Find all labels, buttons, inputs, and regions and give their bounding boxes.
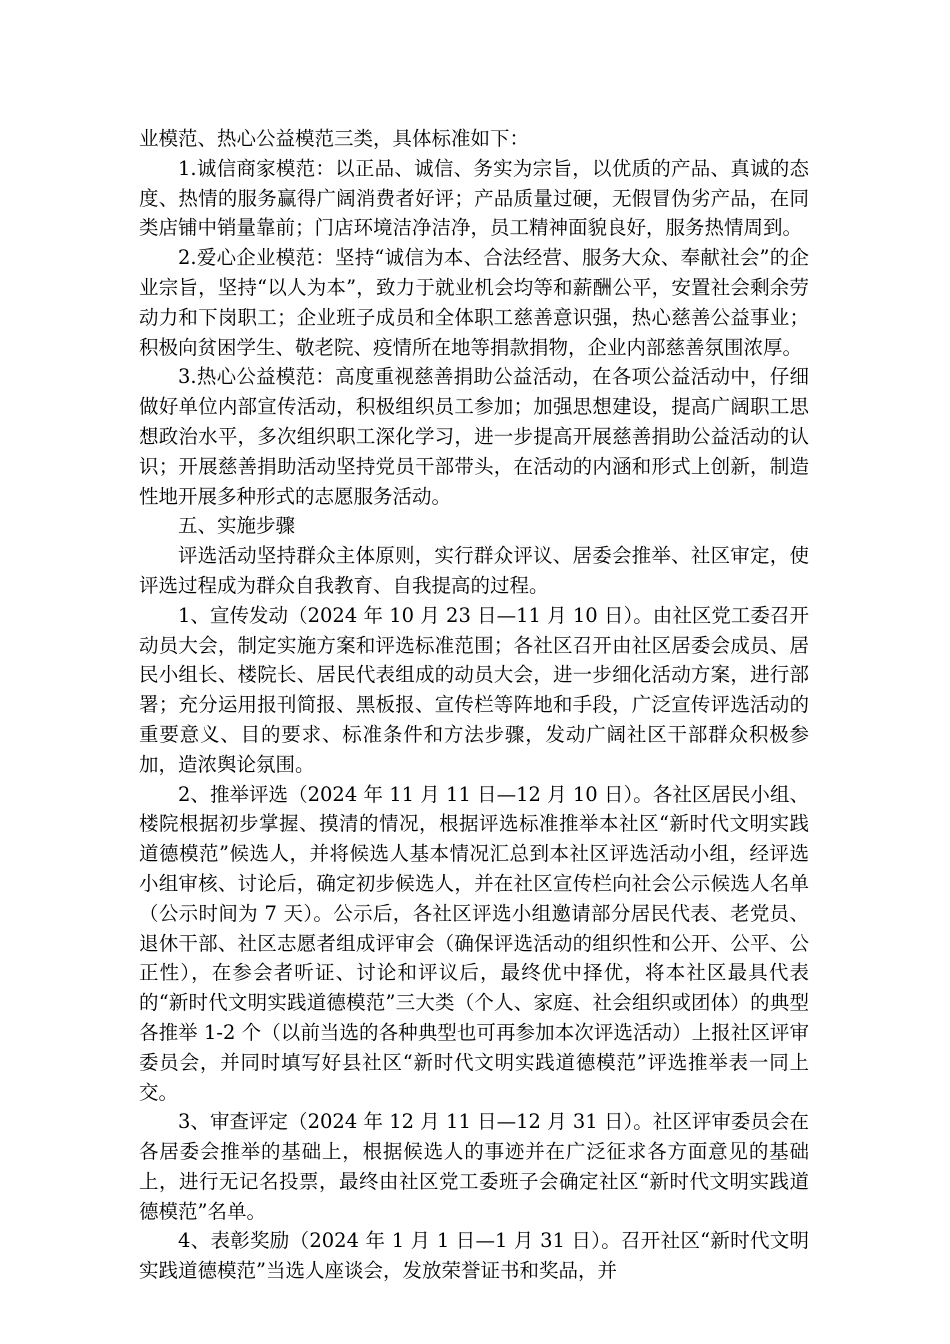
step-commendation: 4、表彰奖励（2024 年 1 月 1 日—1 月 31 日）。召开社区“新时代文明实践道德模范”当选人座谈会，发放荣誉证书和奖品，并 xyxy=(139,1229,809,1283)
criteria-public-welfare: 3.热心公益模范：高度重视慈善捐助公益活动，在各项公益活动中，仔细做好单位内部宣传活动，积极组织员工参加；加强思想建设，提高广阔职工思想政治水平，多次组织职工深化学习，进一步提高开展慈善捐助公益活动的认识；开展慈善捐助活动坚持党员干部带头，在活动的内涵和形式上创新，制造性地开展多种形式的志愿服务活动。 xyxy=(139,365,809,508)
document-body xyxy=(139,124,809,1286)
principle-paragraph: 评选活动坚持群众主体原则，实行群众评议、居委会推举、社区审定，使评选过程成为群众自我教育、自我提高的过程。 xyxy=(139,544,809,597)
intro-paragraph: 业模范、热心公益模范三类，具体标准如下： xyxy=(139,127,530,150)
criteria-caring-enterprise: 2.爱心企业模范：坚持“诚信为本、合法经营、服务大众、奉献社会”的企业宗旨，坚持“以人为本”，致力于就业机会均等和薪酬公平，安置社会剩余劳动力和下岗职工；企业班子成员和全体职工慈善意识强，热心慈善公益事业；积极向贫困学生、敬老院、疫情所在地等捐款捐物，企业内部慈善氛围浓厚。 xyxy=(139,246,809,359)
step-nomination: 2、推举评选（2024 年 11 月 11 日—12 月 10 日）。各社区居民小组、楼院根据初步掌握、摸清的情况，根据评选标准推举本社区“新时代文明实践道德模范”候选人，并将候选人基本情况汇总到本社区评选活动小组，经评选小组审核、讨论后，确定初步候选人，并在社区宣传栏向社会公示候选人名单（公示时间为 7 天）。公示后，各社区评选小组邀请部分居民代表、老党员、退休干部、社区志愿者组成评审会（确保评选活动的组织性和公开、公平、公正性），在参会者听证、讨论和评议后，最终优中择优，将本社区最具代表的“新时代文明实践道德模范”三大类（个人、家庭、社会组织或团体）的典型各推举 1-2 个（以前当选的各种典型也可再参加本次评选活动）上报社区评审委员会，并同时填写好县社区“新时代文明实践道德模范”评选推举表一同上交。 xyxy=(139,782,809,1104)
step-review: 3、审查评定（2024 年 12 月 11 日—12 月 31 日）。社区评审委员会在各居委会推举的基础上，根据候选人的事迹并在广泛征求各方面意见的基础上，进行无记名投票，最终由社区党工委班子会确定社区“新时代文明实践道德模范”名单。 xyxy=(139,1110,809,1223)
section-heading: 五、实施步骤 xyxy=(178,514,296,538)
step-publicity: 1、宣传发动（2024 年 10 月 23 日—11 月 10 日）。由社区党工委召开动员大会，制定实施方案和评选标准范围；各社区召开由社区居委会成员、居民小组长、楼院长、居民代表组成的动员大会，进一步细化活动方案，进行部署；充分运用报刊简报、黑板报、宣传栏等阵地和手段，广泛宣传评选活动的重要意义、目的要求、标准条件和方法步骤，发动广阔社区干部群众积极参加，造浓舆论氛围。 xyxy=(139,603,809,776)
criteria-honest-merchant: 1.诚信商家模范：以正品、诚信、务实为宗旨，以优质的产品、真诚的态度、热情的服务赢得广阔消费者好评；产品质量过硬，无假冒伪劣产品，在同类店铺中销量靠前；门店环境洁净洁净，员工精神面貌良好，服务热情周到。 xyxy=(139,156,809,240)
